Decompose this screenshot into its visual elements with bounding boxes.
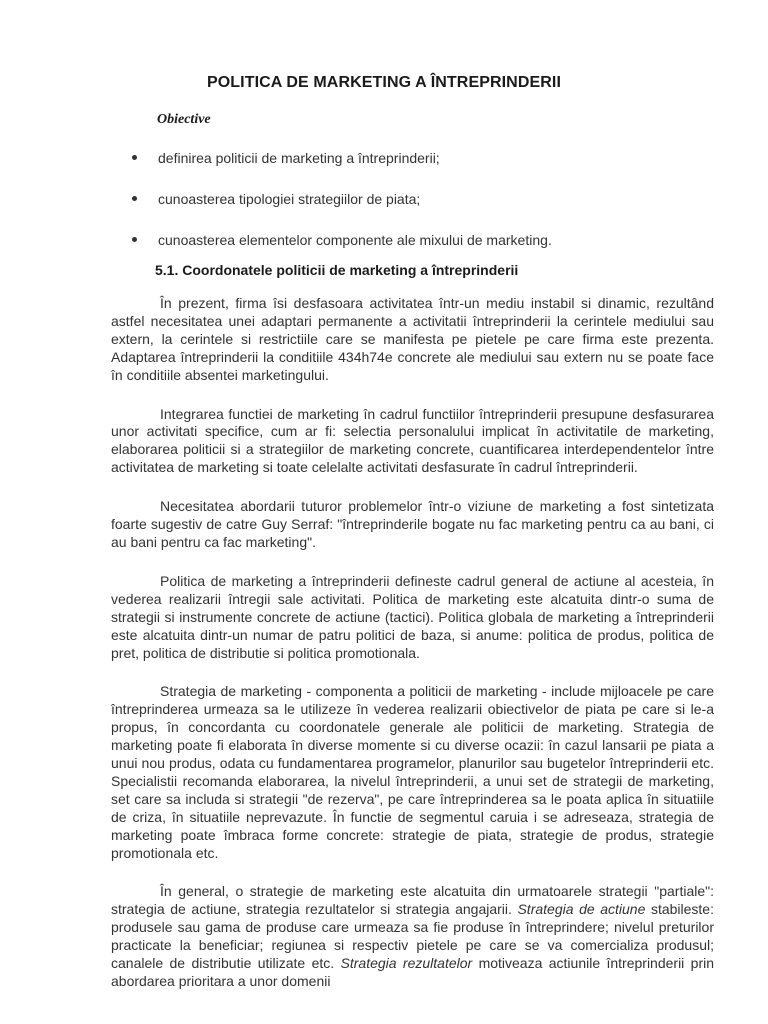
paragraph-6-text-e: motiveaza actiunile întreprinderii prin abordarea prioritara a unor domenii: [111, 955, 715, 989]
paragraph-5: Strategia de marketing - componenta a politicii de marketing - include mijloacele pe care întreprinderea urmeaza sa le utilizeze în vederea realizarii obiectivelor de piata pe care si le-a propus, în concordanta cu coordonatele generale ale politicii de marketing. Strategia de marketing poate fi elaborata în diverse momente si cu diverse ocazii: în cazul lansarii pe piata a unui nou produs, odata cu fundamentarea programelor, planurilor sau bugetelor întreprinderii etc. Specialistii recomanda elaborarea, la nivelul întreprinderii, a unui set de strategii de marketing, set care sa includa si strategii "de rezerva", pe care întreprinderea sa le poata aplica în situatiile de criza, în situatiile neprevazute. În functie de segmentul caruia i se adreseaza, strategia de marketing poate îmbraca forme concrete: strategie de piata, strategie de produs, strategie promotionala etc.: [111, 683, 714, 861]
paragraph-2: Integrarea functiei de marketing în cadrul functiilor întreprinderii presupune desfasurarea unor activitati specifice, cum ar fi: selectia personalului implicat în activitatile de marketing, elaborarea politicii si a strategiilor de marketing concrete, cuantificarea interdependentelor între activitatea de marketing si toate celelalte activitati desfasurate în cadrul întreprinderii.: [111, 405, 714, 476]
objectives-label: Obiective: [157, 112, 211, 127]
paragraph-6: [111, 883, 714, 990]
section-heading: 5.1. Coordonatele politicii de marketing a întreprinderii: [155, 262, 519, 278]
list-item-text: cunoasterea elementelor componente ale mixului de marketing.: [158, 232, 552, 248]
list-item-text: cunoasterea tipologiei strategiilor de piata;: [158, 191, 421, 207]
paragraph-6-term-action: Strategia de actiune: [517, 901, 646, 918]
bullet-icon: [132, 196, 137, 201]
paragraph-3: Necesitatea abordarii tuturor problemelor într-o viziune de marketing a fost sintetizata foarte sugestiv de catre Guy Serraf: "întreprinderile bogate nu fac marketing pentru ca au bani, ci au bani pentru ca fac marketing".: [111, 498, 714, 550]
paragraph-1: În prezent, firma îsi desfasoara activitatea într-un mediu instabil si dinamic, rezultând astfel necesitatea unei adaptari permanente a activitatii întreprinderii la cerintele mediului sau extern, la cerintele si restrictiile care se manifesta pe pietele pe care firma este prezenta. Adaptarea întreprinderii la conditiile 434h74e concrete ale mediului sau extern nu se poate face în conditiile absentei marketingului.: [111, 295, 714, 383]
bullet-icon: [132, 237, 137, 242]
list-item-text: definirea politicii de marketing a întreprinderii;: [158, 150, 440, 166]
paragraph-6-term-results: Strategia rezultatelor: [340, 955, 473, 972]
paragraph-6-text-c: stabileste: produsele sau gama de produse care urmeaza sa fie produse în întreprindere; nivelul preturilor practicate la beneficiar; regiunea si respectiv pietele pe care se va comercializa produsul; canalele de distributie utilizate etc.: [111, 901, 714, 972]
bullet-icon: [132, 155, 137, 160]
paragraph-4: Politica de marketing a întreprinderii defineste cadrul general de actiune al acesteia, în vederea realizarii întregii sale activitati. Politica de marketing este alcatuita dintr-o suma de strategii si instrumente concrete de actiune (tactici). Politica globala de marketing a întreprinderii este alcatuita dintr-un numar de patru politici de baza, si anume: politica de produs, politica de pret, politica de distributie si politica promotionala.: [111, 572, 714, 661]
body-text: [111, 295, 714, 1012]
page-title: POLITICA DE MARKETING A ÎNTREPRINDERII: [206, 74, 562, 91]
paragraph-6-text-a: În general, o strategie de marketing este alcatuita din urmatoarele strategii "partiale": strategia de actiune, strategia rezultatelor si strategia angajarii.: [111, 883, 714, 918]
